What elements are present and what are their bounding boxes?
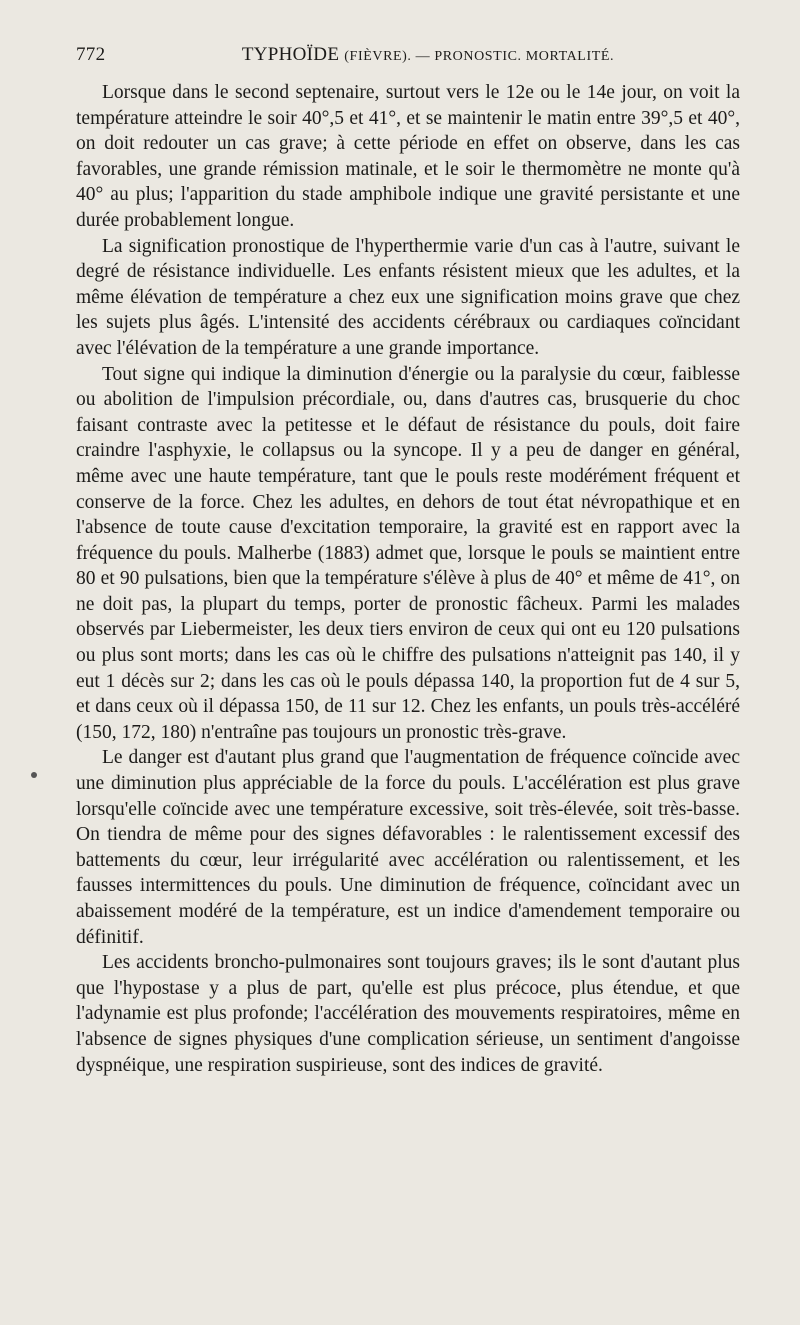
running-subtitle: (FIÈVRE). — PRONOSTIC. MORTALITÉ. — [344, 49, 615, 64]
paragraph-pulse: Tout signe qui indique la diminution d'énergie ou la paralysie du cœur, faiblesse ou abolition de l'impulsion précordiale, ou, dans d'autres cas, brusquerie du choc faisant contraste avec la petitesse et le défaut de résistance du pouls, doit faire craindre l'asphyxie, le collapsus ou la syncope. Il y a peu de danger en général, même avec une haute température, tant que le pouls reste modérément fréquent et conserve de la force. Chez les adultes, en dehors de tout état névropathique et en l'absence de toute cause d'excitation temporaire, la gravité est en rapport avec la fréquence du pouls. Malherbe (1883) admet que, lorsque le pouls se maintient entre 80 et 90 pulsations, bien que la température s'élève à plus de 40° et même de 41°, on ne doit pas, la plupart du temps, porter de pronostic fâcheux. Parmi les malades observés par Liebermeister, les deux tiers environ de ceux qui ont eu 120 pulsations ou plus sont morts; dans les cas où le chiffre des pulsations n'atteignit pas 140, il y eut 1 décès sur 2; dans les cas où le pouls dépassa 140, la proportion fut de 4 sur 5, et dans ceux où il dépassa 150, de 11 sur 12. Chez les enfants, un pouls très-accéléré (150, 172, 180) n'entraîne pas toujours un pronostic très-grave. — [76, 363, 740, 743]
paragraph-respiratory: Les accidents broncho-pulmonaires sont toujours graves; ils le sont d'autant plus que l'hypostase y a plus de part, qu'elle est plus précoce, plus étendue, et que l'adynamie est plus profonde; l'accélération des mouvements respiratoires, même en l'absence de signes physiques d'une complication sérieuse, un sentiment d'angoisse dyspnéique, une respiration suspirieuse, sont des indices de gravité. — [76, 952, 740, 1076]
running-head — [156, 44, 740, 66]
running-title: TYPHOÏDE — [241, 44, 340, 65]
ink-speck — [31, 772, 37, 778]
page-header — [76, 44, 740, 76]
paragraph-temperature: Lorsque dans le second septenaire, surtout vers le 12e ou le 14e jour, on voit la température atteindre le soir 40°,5 et 41°, et se maintenir le matin entre 39°,5 et 40°, on doit redouter un cas grave; à cette période en effet on observe, dans les cas favorables, une grande rémission matinale, et le soir le thermomètre ne monte qu'à 40° au plus; l'apparition du stade amphibole indique une gravité persistante et une durée probablement longue. — [76, 82, 740, 231]
paragraph-hyperthermia: La signification pronostique de l'hyperthermie varie d'un cas à l'autre, suivant le degré de résistance individuelle. Les enfants résistent mieux que les adultes, et la même élévation de température a chez eux une signification moins grave que chez les sujets plus âgés. L'intensité des accidents cérébraux ou cardiaques coïncidant avec l'élévation de la température a une grande importance. — [76, 235, 740, 359]
paragraph-danger: Le danger est d'autant plus grand que l'augmentation de fréquence coïncide avec une diminution plus appréciable de la force du pouls. L'accélération est plus grave lorsqu'elle coïncide avec une température excessive, soit très-élevée, soit très-basse. On tiendra de même pour des signes défavorables : le ralentissement excessif des battements du cœur, leur irrégularité avec accélération ou ralentissement, et les fausses intermittences du pouls. Une diminution de fréquence, coïncidant avec un abaissement modéré de la température, est un indice d'amendement temporaire ou définitif. — [76, 747, 740, 948]
page-number: 772 — [76, 44, 106, 65]
body-text — [76, 80, 740, 1078]
